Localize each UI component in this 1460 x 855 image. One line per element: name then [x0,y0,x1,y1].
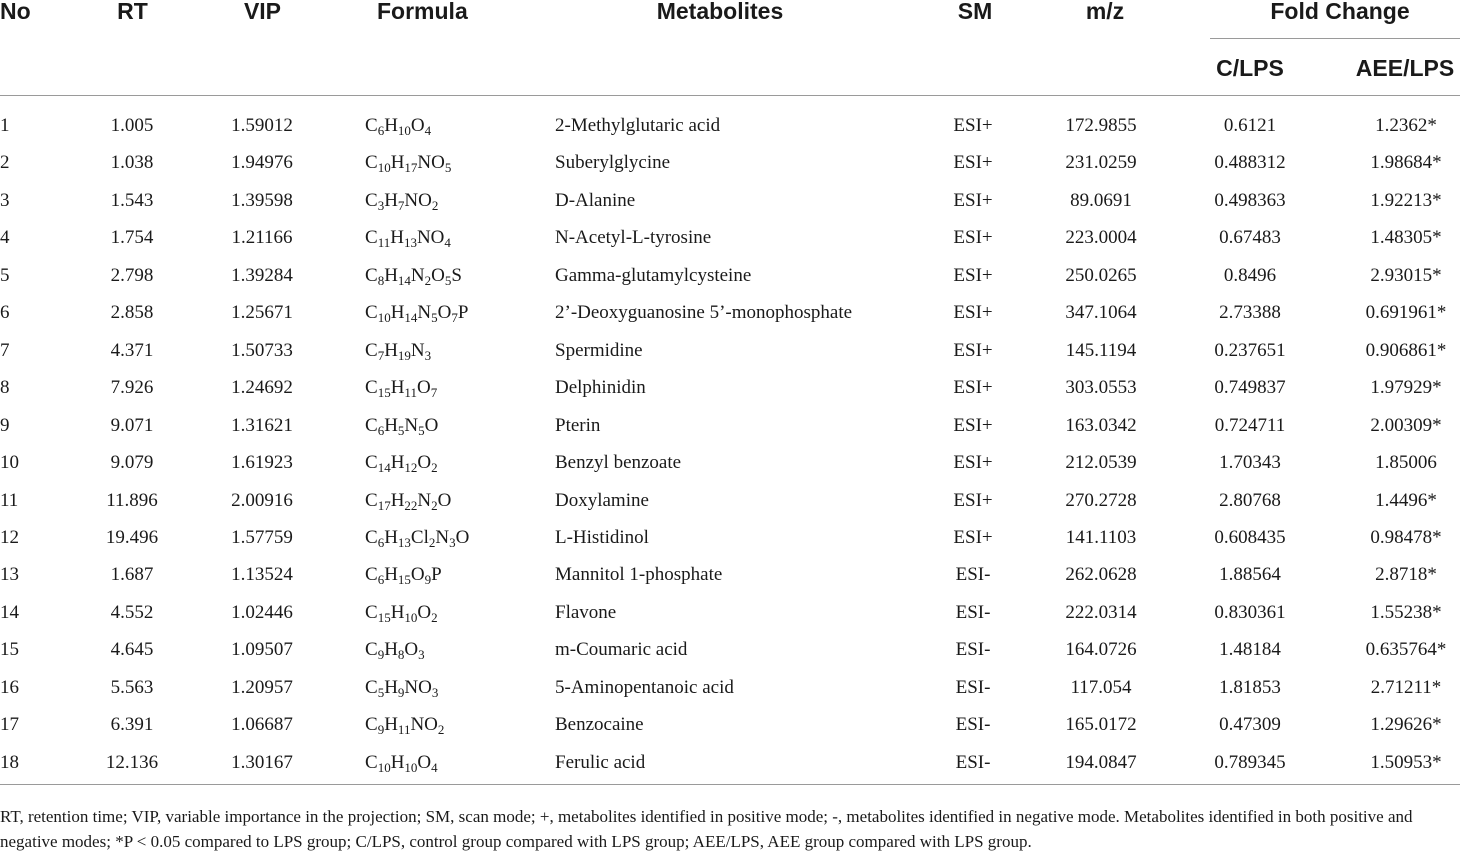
formula-subscript: 10 [404,760,418,775]
cell-vip: 1.24692 [231,377,293,398]
formula-element: O [416,377,431,398]
cell-rt: 4.371 [110,340,154,361]
formula-element: N [417,302,432,323]
formula-element: H [384,415,398,436]
formula-subscript: 5 [444,273,452,288]
cell-sm: ESI+ [953,490,993,511]
formula-subscript: 11 [397,722,411,737]
formula-element: H [384,677,398,698]
formula-subscript: 2 [424,273,432,288]
formula-element: H [390,377,405,398]
header-c-lps: C/LPS [1216,55,1284,81]
formula-element: H [390,452,405,473]
formula-subscript: 5 [431,310,438,325]
formula-element: O [417,752,432,773]
formula-element: H [384,527,398,548]
cell-c-lps: 0.724711 [1214,415,1286,436]
formula-subscript: 13 [403,235,417,250]
cell-c-lps: 0.8496 [1223,265,1277,286]
table-footnote: RT, retention time; VIP, variable importance in the projection; SM, scan mode; +, metabolites identified in positive mode; -, metabolites identified in negative mode. Metabolites identified in both positive and negative modes; *P < 0.05 compared to LPS group; C/LPS, control group compared with LPS group; AEE/LPS, AEE group compared with LPS group. [0,807,1413,851]
cell-metabolite: Delphinidin [555,377,646,398]
cell-c-lps: 0.67483 [1219,227,1281,248]
cell-mz: 262.0628 [1065,564,1137,585]
cell-no: 11 [0,490,19,511]
formula-element: H [384,265,398,286]
cell-no: 2 [0,152,10,173]
fold-change-underline [1210,38,1460,39]
cell-no: 4 [0,227,10,248]
formula-subscript: 12 [404,460,418,475]
formula-subscript: 2 [431,498,438,513]
formula-element: O [424,415,439,436]
cell-formula [365,414,438,438]
formula-subscript: 8 [377,273,385,288]
cell-c-lps: 0.789345 [1214,752,1286,773]
header-sm: SM [957,0,993,24]
formula-subscript: 9 [377,722,385,737]
cell-mz: 89.0691 [1070,190,1132,211]
formula-subscript: 3 [449,535,456,550]
formula-subscript: 14 [397,273,411,288]
formula-subscript: 17 [377,498,391,513]
cell-sm: ESI+ [953,190,993,211]
cell-mz: 172.9855 [1065,115,1137,136]
cell-mz: 164.0726 [1065,639,1137,660]
formula-element: Cl [410,527,429,548]
formula-subscript: 2 [431,460,438,475]
cell-formula [365,489,451,513]
cell-mz: 270.2728 [1065,490,1137,511]
cell-c-lps: 0.749837 [1214,377,1286,398]
cell-vip: 1.39284 [231,265,293,286]
cell-c-lps: 0.488312 [1214,152,1286,173]
cell-aee-lps: 1.92213* [1370,190,1442,211]
cell-sm: ESI+ [953,527,993,548]
header-no: No [0,0,31,24]
table-bottom-rule [0,784,1460,785]
cell-mz: 222.0314 [1065,602,1137,623]
formula-element: N [417,490,432,511]
cell-formula [365,376,437,400]
header-aee-lps: AEE/LPS [1355,55,1455,81]
formula-element: NO [404,677,432,698]
cell-rt: 1.543 [110,190,154,211]
formula-subscript: 14 [404,310,418,325]
formula-element: O [410,564,425,585]
formula-element: H [384,639,398,660]
cell-vip: 1.02446 [231,602,293,623]
cell-formula [365,676,438,700]
formula-subscript: 6 [377,572,385,587]
cell-vip: 1.09507 [231,639,293,660]
cell-no: 13 [0,564,19,585]
cell-c-lps: 1.48184 [1219,639,1281,660]
cell-metabolite: Mannitol 1-phosphate [555,564,723,585]
cell-c-lps: 0.47309 [1219,714,1281,735]
formula-element: H [384,564,398,585]
cell-formula [365,713,444,737]
formula-element: P [431,564,442,585]
cell-no: 12 [0,527,19,548]
cell-vip: 1.57759 [231,527,293,548]
formula-subscript: 3 [418,647,425,662]
formula-subscript: 3 [377,198,385,213]
cell-rt: 4.552 [110,602,154,623]
cell-sm: ESI- [955,714,991,735]
formula-element: H [390,490,405,511]
formula-subscript: 2 [428,535,436,550]
formula-subscript: 5 [397,423,405,438]
formula-element: C [365,527,378,548]
cell-sm: ESI- [955,564,991,585]
cell-aee-lps: 0.98478* [1370,527,1442,548]
cell-vip: 1.59012 [231,115,293,136]
cell-metabolite: 2-Methylglutaric acid [555,115,721,136]
cell-c-lps: 1.88564 [1219,564,1281,585]
cell-mz: 231.0259 [1065,152,1137,173]
formula-subscript: 10 [377,160,391,175]
cell-vip: 1.30167 [231,752,293,773]
header-formula: Formula [377,0,468,24]
formula-element: P [457,302,469,323]
formula-element: H [390,752,405,773]
cell-c-lps: 2.80768 [1219,490,1281,511]
cell-rt: 12.136 [105,752,159,773]
formula-subscript: 13 [397,535,411,550]
formula-element: C [365,452,378,473]
formula-element: N [410,265,425,286]
formula-subscript: 2 [431,610,438,625]
formula-subscript: 4 [431,760,438,775]
header-mz: m/z [1085,0,1125,24]
cell-sm: ESI- [955,677,991,698]
cell-rt: 1.038 [110,152,154,173]
formula-subscript: 5 [418,423,425,438]
cell-aee-lps: 1.4496* [1375,490,1437,511]
formula-subscript: 10 [377,310,391,325]
cell-aee-lps: 1.97929* [1370,377,1442,398]
cell-c-lps: 0.608435 [1214,527,1286,548]
header-bottom-rule [0,95,1460,96]
formula-subscript: 7 [451,310,458,325]
cell-sm: ESI+ [953,340,993,361]
formula-subscript: 2 [437,722,445,737]
cell-metabolite: N-Acetyl-L-tyrosine [555,227,712,248]
cell-rt: 1.754 [110,227,154,248]
cell-metabolite: Ferulic acid [555,752,646,773]
cell-no: 1 [0,115,10,136]
cell-rt: 1.687 [110,564,154,585]
cell-aee-lps: 2.8718* [1375,564,1437,585]
cell-metabolite: Benzocaine [555,714,644,735]
formula-element: C [365,415,378,436]
formula-element: C [365,115,378,136]
cell-mz: 141.1103 [1065,527,1137,548]
cell-aee-lps: 1.2362* [1375,115,1437,136]
formula-element: O [404,639,419,660]
cell-rt: 9.071 [110,415,154,436]
formula-subscript: 5 [444,160,452,175]
formula-element: C [365,490,378,511]
cell-metabolite: Gamma-glutamylcysteine [555,265,752,286]
cell-vip: 1.50733 [231,340,293,361]
cell-c-lps: 1.81853 [1219,677,1281,698]
formula-subscript: 3 [431,685,439,700]
cell-aee-lps: 2.93015* [1370,265,1442,286]
formula-subscript: 9 [397,685,405,700]
cell-sm: ESI+ [953,227,993,248]
cell-c-lps: 0.498363 [1214,190,1286,211]
cell-aee-lps: 1.55238* [1370,602,1442,623]
formula-element: H [384,714,398,735]
cell-vip: 1.94976 [231,152,293,173]
cell-formula [365,638,425,662]
formula-subscript: 8 [397,647,405,662]
cell-c-lps: 0.6121 [1223,115,1277,136]
cell-c-lps: 2.73388 [1219,302,1281,323]
cell-aee-lps: 1.50953* [1370,752,1442,773]
cell-metabolite: Flavone [555,602,617,623]
formula-element: H [390,302,405,323]
cell-sm: ESI+ [953,377,993,398]
cell-aee-lps: 2.00309* [1370,415,1442,436]
formula-subscript: 11 [404,385,417,400]
cell-formula [365,189,438,213]
formula-element: O [417,602,432,623]
cell-c-lps: 0.830361 [1214,602,1286,623]
formula-element: O [431,265,445,286]
formula-element: C [365,227,378,248]
formula-subscript: 5 [377,685,385,700]
cell-rt: 2.798 [110,265,154,286]
formula-element: H [390,227,404,248]
cell-aee-lps: 1.29626* [1370,714,1442,735]
cell-rt: 2.858 [110,302,154,323]
cell-no: 5 [0,265,10,286]
formula-element: C [365,602,378,623]
formula-subscript: 6 [377,123,385,138]
cell-vip: 1.31621 [231,415,293,436]
cell-rt: 4.645 [110,639,154,660]
formula-subscript: 7 [377,348,385,363]
cell-no: 7 [0,340,10,361]
formula-element: O [410,115,425,136]
cell-vip: 1.21166 [231,227,293,248]
cell-sm: ESI+ [953,115,993,136]
formula-element: O [437,490,452,511]
formula-subscript: 22 [404,498,418,513]
formula-element: C [365,190,378,211]
formula-element: NO [410,714,438,735]
formula-subscript: 7 [430,385,438,400]
formula-element: S [451,265,462,286]
cell-no: 3 [0,190,10,211]
formula-subscript: 10 [397,123,411,138]
header-fold-change: Fold Change [1270,0,1410,24]
cell-no: 16 [0,677,19,698]
formula-element: C [365,714,378,735]
formula-subscript: 9 [424,572,432,587]
cell-aee-lps: 2.71211* [1370,677,1442,698]
cell-formula [365,563,442,587]
header-vip: VIP [243,0,282,24]
cell-sm: ESI- [955,639,991,660]
cell-metabolite: m-Coumaric acid [555,639,688,660]
formula-element: C [365,265,378,286]
formula-subscript: 10 [404,610,418,625]
cell-vip: 1.61923 [231,452,293,473]
cell-sm: ESI+ [953,415,993,436]
cell-sm: ESI+ [953,265,993,286]
cell-formula [365,451,438,475]
cell-mz: 250.0265 [1065,265,1137,286]
cell-vip: 1.25671 [231,302,293,323]
cell-vip: 1.39598 [231,190,293,211]
cell-vip: 1.20957 [231,677,293,698]
formula-element: NO [417,152,445,173]
cell-formula [365,601,438,625]
cell-metabolite: Doxylamine [555,490,649,511]
cell-formula [365,751,438,775]
cell-rt: 19.496 [105,527,159,548]
cell-mz: 117.054 [1070,677,1132,698]
cell-aee-lps: 1.85006 [1375,452,1437,473]
formula-element: C [365,639,378,660]
formula-subscript: 6 [377,535,385,550]
formula-element: H [384,190,398,211]
formula-element: N [404,415,419,436]
cell-formula [365,526,469,550]
cell-metabolite: Pterin [555,415,601,436]
cell-aee-lps: 1.98684* [1370,152,1442,173]
formula-subscript: 4 [424,123,432,138]
cell-vip: 1.06687 [231,714,293,735]
formula-subscript: 6 [377,423,385,438]
formula-element: NO [416,227,445,248]
cell-sm: ESI+ [953,452,993,473]
formula-element: O [417,452,432,473]
formula-element: C [365,377,378,398]
formula-subscript: 15 [377,385,391,400]
cell-sm: ESI- [955,602,991,623]
cell-vip: 2.00916 [231,490,293,511]
cell-mz: 347.1064 [1065,302,1137,323]
formula-element: C [365,752,378,773]
formula-element: O [437,302,452,323]
cell-formula [365,339,431,363]
cell-no: 17 [0,714,19,735]
formula-element: H [390,602,405,623]
formula-subscript: 19 [397,348,411,363]
cell-aee-lps: 0.906861* [1365,340,1447,361]
cell-metabolite: Spermidine [555,340,643,361]
formula-subscript: 17 [404,160,418,175]
formula-element: H [390,152,405,173]
formula-element: O [455,527,470,548]
formula-subscript: 15 [397,572,411,587]
formula-element: N [410,340,425,361]
cell-mz: 165.0172 [1065,714,1137,735]
cell-metabolite: L-Histidinol [555,527,649,548]
cell-mz: 194.0847 [1065,752,1137,773]
formula-subscript: 2 [431,198,439,213]
cell-vip: 1.13524 [231,564,293,585]
cell-mz: 303.0553 [1065,377,1137,398]
cell-rt: 7.926 [110,377,154,398]
cell-formula [365,114,431,138]
formula-element: NO [404,190,432,211]
cell-rt: 9.079 [110,452,154,473]
formula-subscript: 4 [444,235,451,250]
cell-metabolite: 2’-Deoxyguanosine 5’-monophosphate [555,302,853,323]
cell-mz: 212.0539 [1065,452,1137,473]
cell-mz: 163.0342 [1065,415,1137,436]
cell-aee-lps: 0.635764* [1365,639,1447,660]
cell-mz: 145.1194 [1065,340,1137,361]
formula-subscript: 14 [377,460,391,475]
cell-no: 18 [0,752,19,773]
cell-sm: ESI+ [953,302,993,323]
header-metabolites: Metabolites [656,0,784,24]
cell-formula [365,301,468,325]
cell-rt: 5.563 [110,677,154,698]
formula-subscript: 9 [377,647,385,662]
formula-element: N [435,527,450,548]
cell-formula [365,226,451,250]
cell-aee-lps: 0.691961* [1365,302,1447,323]
cell-no: 14 [0,602,19,623]
cell-metabolite: D-Alanine [555,190,636,211]
header-rt: RT [117,0,148,24]
cell-metabolite: Suberylglycine [555,152,671,173]
formula-element: H [384,340,398,361]
cell-aee-lps: 1.48305* [1370,227,1442,248]
cell-no: 8 [0,377,10,398]
cell-sm: ESI- [955,752,991,773]
cell-no: 9 [0,415,10,436]
cell-rt: 1.005 [110,115,154,136]
formula-element: C [365,564,378,585]
cell-rt: 6.391 [110,714,154,735]
cell-rt: 11.896 [106,490,158,511]
formula-subscript: 11 [377,235,391,250]
cell-c-lps: 0.237651 [1214,340,1286,361]
cell-no: 15 [0,639,19,660]
formula-subscript: 7 [397,198,405,213]
cell-formula [365,264,462,288]
cell-sm: ESI+ [953,152,993,173]
cell-no: 10 [0,452,19,473]
formula-element: H [384,115,398,136]
formula-subscript: 10 [377,760,391,775]
cell-metabolite: Benzyl benzoate [555,452,682,473]
formula-element: C [365,302,378,323]
formula-element: C [365,152,378,173]
formula-element: C [365,677,378,698]
formula-element: C [365,340,378,361]
formula-subscript: 3 [424,348,432,363]
formula-subscript: 15 [377,610,391,625]
cell-formula [365,151,451,175]
cell-c-lps: 1.70343 [1219,452,1281,473]
cell-no: 6 [0,302,10,323]
cell-mz: 223.0004 [1065,227,1137,248]
cell-metabolite: 5-Aminopentanoic acid [555,677,734,698]
